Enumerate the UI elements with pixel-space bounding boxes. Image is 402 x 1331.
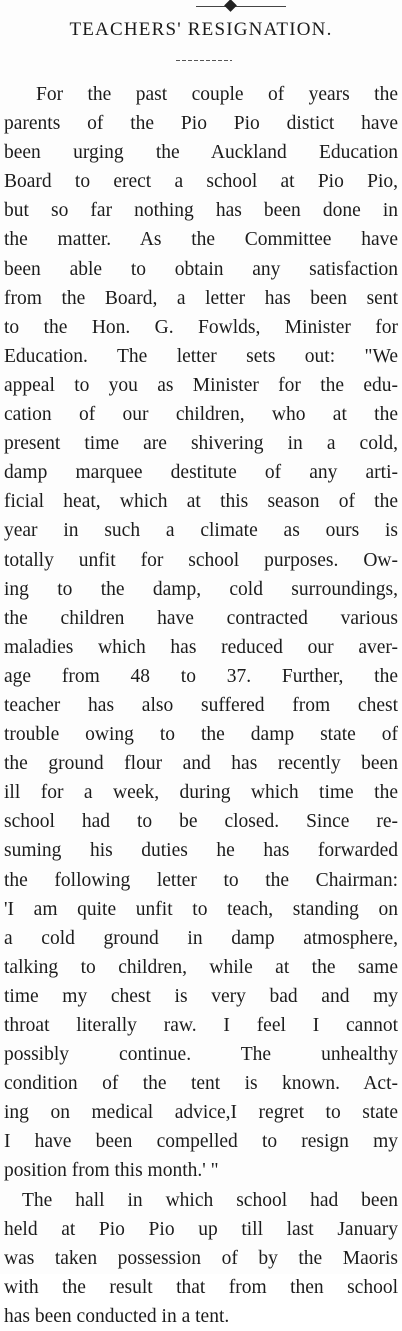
article-line: talking to children, while at the same bbox=[4, 956, 398, 978]
article-line: Board to erect a school at Pio Pio, bbox=[4, 171, 398, 193]
article-line: the ground flour and has recently been bbox=[4, 753, 398, 775]
article-line: held at Pio Pio up till last January bbox=[4, 1218, 398, 1240]
article-line: the children have contracted various bbox=[4, 607, 398, 629]
article-line: ill for a week, during which time the bbox=[4, 782, 398, 804]
article-line: appeal to you as Minister for the edu- bbox=[4, 374, 398, 396]
article-line: was taken possession of by the Maoris bbox=[4, 1247, 398, 1269]
article-line: I have been compelled to resign my bbox=[4, 1131, 398, 1153]
headline: TEACHERS' RESIGNATION. bbox=[69, 19, 333, 40]
article-line: trouble owing to the damp state of bbox=[4, 724, 398, 746]
article-line: maladies which has reduced our aver- bbox=[4, 636, 398, 658]
headline-divider bbox=[176, 60, 232, 61]
article-line: teacher has also suffered from chest bbox=[4, 694, 398, 716]
article-line: The hall in which school had been bbox=[22, 1189, 398, 1211]
article-line: parents of the Pio Pio distict have bbox=[4, 113, 398, 135]
article-line: suming his duties he has forwarded bbox=[4, 840, 398, 862]
article-line: position from this month.' " bbox=[4, 1160, 219, 1182]
article-line: the matter. As the Committee have bbox=[4, 229, 398, 251]
article-line: condition of the tent is known. Act- bbox=[4, 1073, 398, 1095]
article-line: ing on medical advice,I regret to state bbox=[4, 1102, 398, 1124]
diamond-ornament-icon bbox=[224, 0, 237, 12]
article-line: age from 48 to 37. Further, the bbox=[4, 665, 398, 687]
article-line: damp marquee destitute of any arti- bbox=[4, 462, 398, 484]
article-line: to the Hon. G. Fowlds, Minister for bbox=[4, 316, 398, 338]
article-line: with the result that from then school bbox=[4, 1276, 398, 1298]
article-line: possibly continue. The unhealthy bbox=[4, 1044, 398, 1066]
article-line: been urging the Auckland Education bbox=[4, 142, 398, 164]
article-line: has been conducted in a tent. bbox=[4, 1305, 230, 1327]
article-line: For the past couple of years the bbox=[36, 84, 398, 105]
article-line: year in such a climate as ours is bbox=[4, 520, 398, 542]
article-line: but so far nothing has been done in bbox=[4, 200, 398, 222]
article-line: from the Board, a letter has been sent bbox=[4, 287, 398, 309]
article-line: Education. The letter sets out: "We bbox=[4, 345, 398, 367]
article-line: present time are shivering in a cold, bbox=[4, 433, 398, 455]
article-line: a cold ground in damp atmosphere, bbox=[4, 927, 398, 949]
article-line: 'I am quite unfit to teach, standing on bbox=[4, 898, 398, 920]
top-rule bbox=[196, 6, 286, 7]
article-line: ficial heat, which at this season of the bbox=[4, 491, 398, 513]
article-line: throat literally raw. I feel I cannot bbox=[4, 1015, 398, 1036]
article-line: the following letter to the Chairman: bbox=[4, 869, 398, 891]
article-line: cation of our children, who at the bbox=[4, 404, 398, 426]
article-line: time my chest is very bad and my bbox=[4, 985, 398, 1007]
article-line: been able to obtain any satisfaction bbox=[4, 258, 398, 280]
article-line: totally unfit for school purposes. Ow- bbox=[4, 549, 398, 571]
article-line: ing to the damp, cold surroundings, bbox=[4, 578, 398, 600]
article-line: school had to be closed. Since re- bbox=[4, 811, 398, 833]
article-body bbox=[4, 80, 398, 1331]
